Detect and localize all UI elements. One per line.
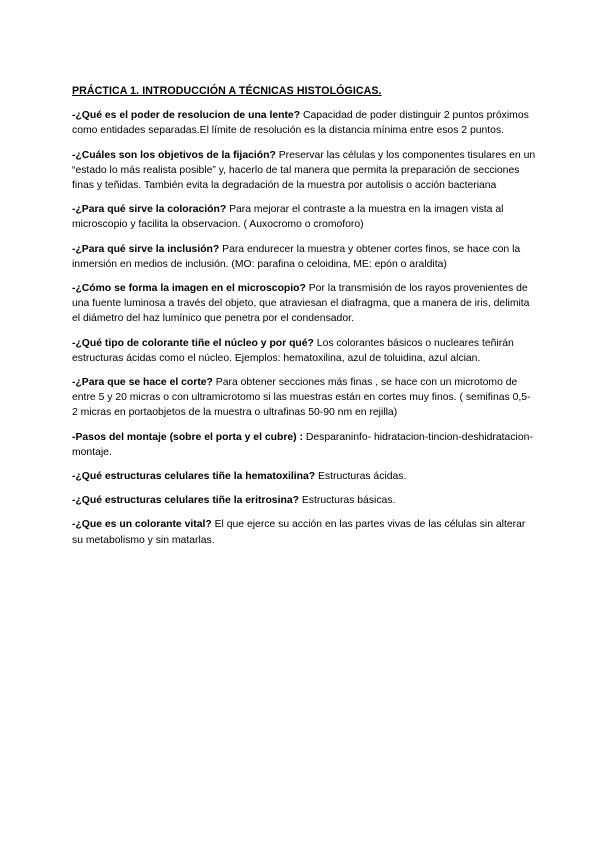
answer: Preservar las células y los componentes tisulares en un “estado lo más realista posible” y, hacerlo de tal manera que permita la preparación de secciones finas y teñidas. También evita la degradación de la muestra por autolisis o acción bacteriana xyxy=(72,149,536,192)
question: -¿Qué es el poder de resolucion de una lente? xyxy=(72,110,301,122)
answer: Para mejorar el contraste a la muestra en la imagen vista al microscopio y facilita la observacion. ( Auxocromo o cromoforo) xyxy=(72,204,504,231)
qa-item xyxy=(72,148,536,194)
question: -¿Para qué sirve la coloración? xyxy=(72,204,227,216)
qa-item xyxy=(72,336,536,366)
qa-item xyxy=(72,375,536,421)
answer: Los colorantes básicos o nucleares teñirán estructuras ácidas como el núcleo. Ejemplos: hematoxilina, azul de toluidina, azul alcian. xyxy=(72,337,514,364)
question: -Pasos del montaje (sobre el porta y el cubre) : xyxy=(72,431,303,443)
answer: Estructuras ácidas. xyxy=(315,471,407,483)
question: -¿Qué tipo de colorante tiñe el núcleo y por qué? xyxy=(72,337,314,349)
qa-item xyxy=(72,202,536,232)
qa-item xyxy=(72,108,536,138)
qa-item xyxy=(72,242,536,272)
question: -¿Que es un colorante vital? xyxy=(72,519,212,531)
answer: Por la transmisión de los rayos provenientes de una fuente luminosa a través del objeto, que atraviesan el diafragma, que a manera de iris, delimita el diámetro del haz lumínico que penetra por el condensador. xyxy=(72,283,530,325)
question: -¿Cómo se forma la imagen en el microscopio? xyxy=(72,283,306,295)
document-page xyxy=(72,84,536,557)
answer: Para endurecer la muestra y obtener cortes finos, se hace con la inmersión en medios de inclusión. (MO: parafina o celoidina, ME: epón o araldita) xyxy=(72,243,521,270)
answer: Estructuras básicas. xyxy=(298,495,396,507)
qa-item xyxy=(72,281,536,327)
question: -¿Qué estructuras celulares tiñe la hematoxilina? xyxy=(72,471,316,483)
question: -¿Para que se hace el corte? xyxy=(72,377,213,389)
qa-item xyxy=(72,469,536,484)
question: -¿Qué estructuras celulares tiñe la eritrosina? xyxy=(72,495,299,507)
document-title: PRÁCTICA 1. INTRODUCCIÓN A TÉCNICAS HISTOLÓGICAS. xyxy=(72,85,382,97)
qa-item xyxy=(72,517,536,547)
qa-item xyxy=(72,430,536,460)
question: -¿Cuáles son los objetivos de la fijación? xyxy=(72,149,276,161)
answer: Desparaninfo- hidratacion-tincion-deshidratacion-montaje. xyxy=(72,431,533,458)
qa-item xyxy=(72,493,536,508)
question: -¿Para qué sirve la inclusión? xyxy=(72,243,220,255)
answer: Capacidad de poder distinguir 2 puntos próximos como entidades separadas.El límite de resolución es la distancia mínima entre esos 2 puntos. xyxy=(72,110,529,137)
answer: El que ejerce su acción en las partes vivas de las células sin alterar su metabolismo y sin matarlas. xyxy=(72,519,526,546)
answer: Para obtener secciones más finas , se hace con un microtomo de entre 5 y 20 micras o con ultramicrotomo si las muestras están en cortes muy finos. ( semifinas 0,5-2 micras en portaobjetos de la muestra o ultrafinas 50-90 nm en rejilla) xyxy=(72,377,531,419)
